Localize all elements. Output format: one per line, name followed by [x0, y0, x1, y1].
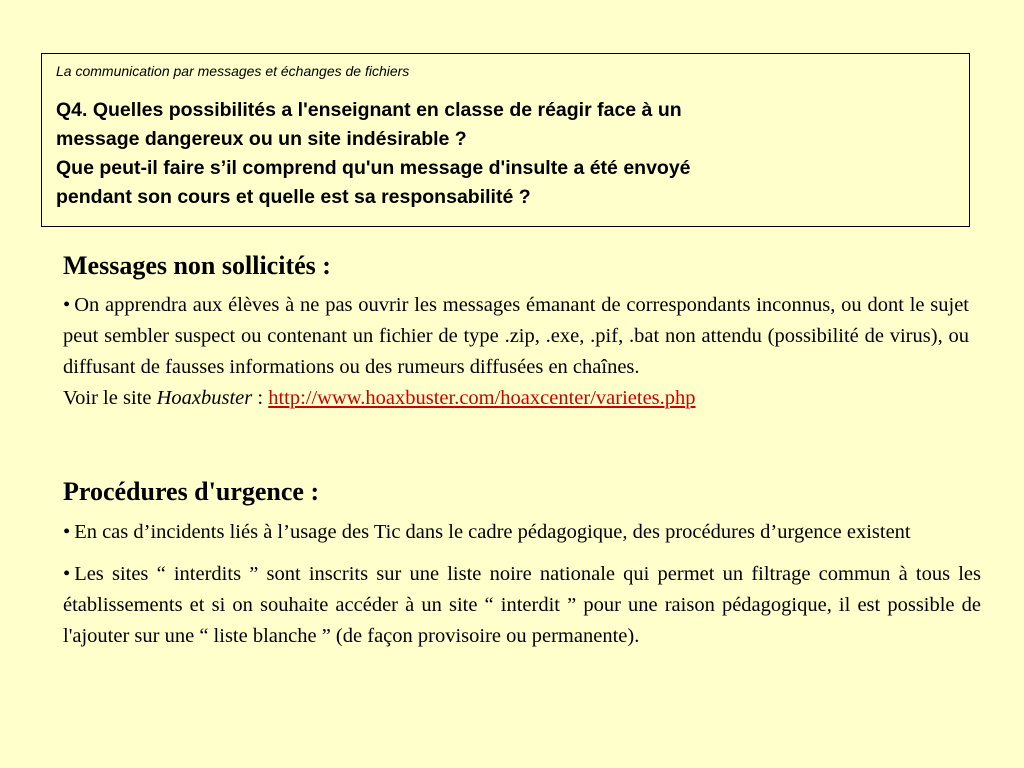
section-title: Messages non sollicités : — [63, 251, 331, 280]
voir-prefix: Voir le site — [63, 387, 157, 409]
bullet-paragraph — [63, 559, 981, 652]
section-procedures-urgence — [63, 477, 981, 652]
question-text — [56, 96, 955, 212]
bullet-icon: • — [63, 563, 71, 585]
hoaxbuster-link[interactable]: http://www.hoaxbuster.com/hoaxcenter/varietes.php — [268, 387, 696, 409]
question-line: Que peut-il faire s’il comprend qu'un message d'insulte a été envoyé — [56, 157, 691, 179]
bullet-icon: • — [63, 294, 71, 316]
voir-site-line — [63, 383, 969, 414]
section-messages-non-sollicites — [63, 251, 969, 414]
bullet-icon: • — [63, 521, 71, 543]
question-line: message dangereux ou un site indésirable ? — [56, 128, 467, 150]
paragraph-text: Les sites “ interdits ” sont inscrits sur une liste noire nationale qui permet un filtrage commun à tous les établissements et si on souhaite accéder à un site “ interdit ” pour une raison pédagogique, il est possible de l'ajouter sur une “ liste blanche ” (de façon provisoire ou permanente). — [63, 563, 981, 647]
question-line: Q4. Quelles possibilités a l'enseignant en classe de réagir face à un — [56, 99, 682, 121]
separator: : — [252, 387, 269, 409]
question-box — [41, 53, 970, 227]
bullet-paragraph — [63, 290, 969, 383]
bullet-paragraph — [63, 517, 981, 548]
paragraph-text: En cas d’incidents liés à l’usage des Tic dans le cadre pédagogique, des procédures d’urgence existent — [74, 521, 911, 543]
topic-subtitle: La communication par messages et échanges de fichiers — [56, 63, 410, 79]
question-line: pendant son cours et quelle est sa responsabilité ? — [56, 186, 531, 208]
section-title: Procédures d'urgence : — [63, 477, 320, 506]
site-name: Hoaxbuster — [156, 387, 253, 409]
paragraph-text: On apprendra aux élèves à ne pas ouvrir les messages émanant de correspondants inconnus, ou dont le sujet peut sembler suspect ou contenant un fichier de type .zip, .exe, .pif, .bat non attendu (possibilité de virus), ou diffusant de fausses informations ou des rumeurs diffusées en chaînes. — [63, 294, 969, 378]
